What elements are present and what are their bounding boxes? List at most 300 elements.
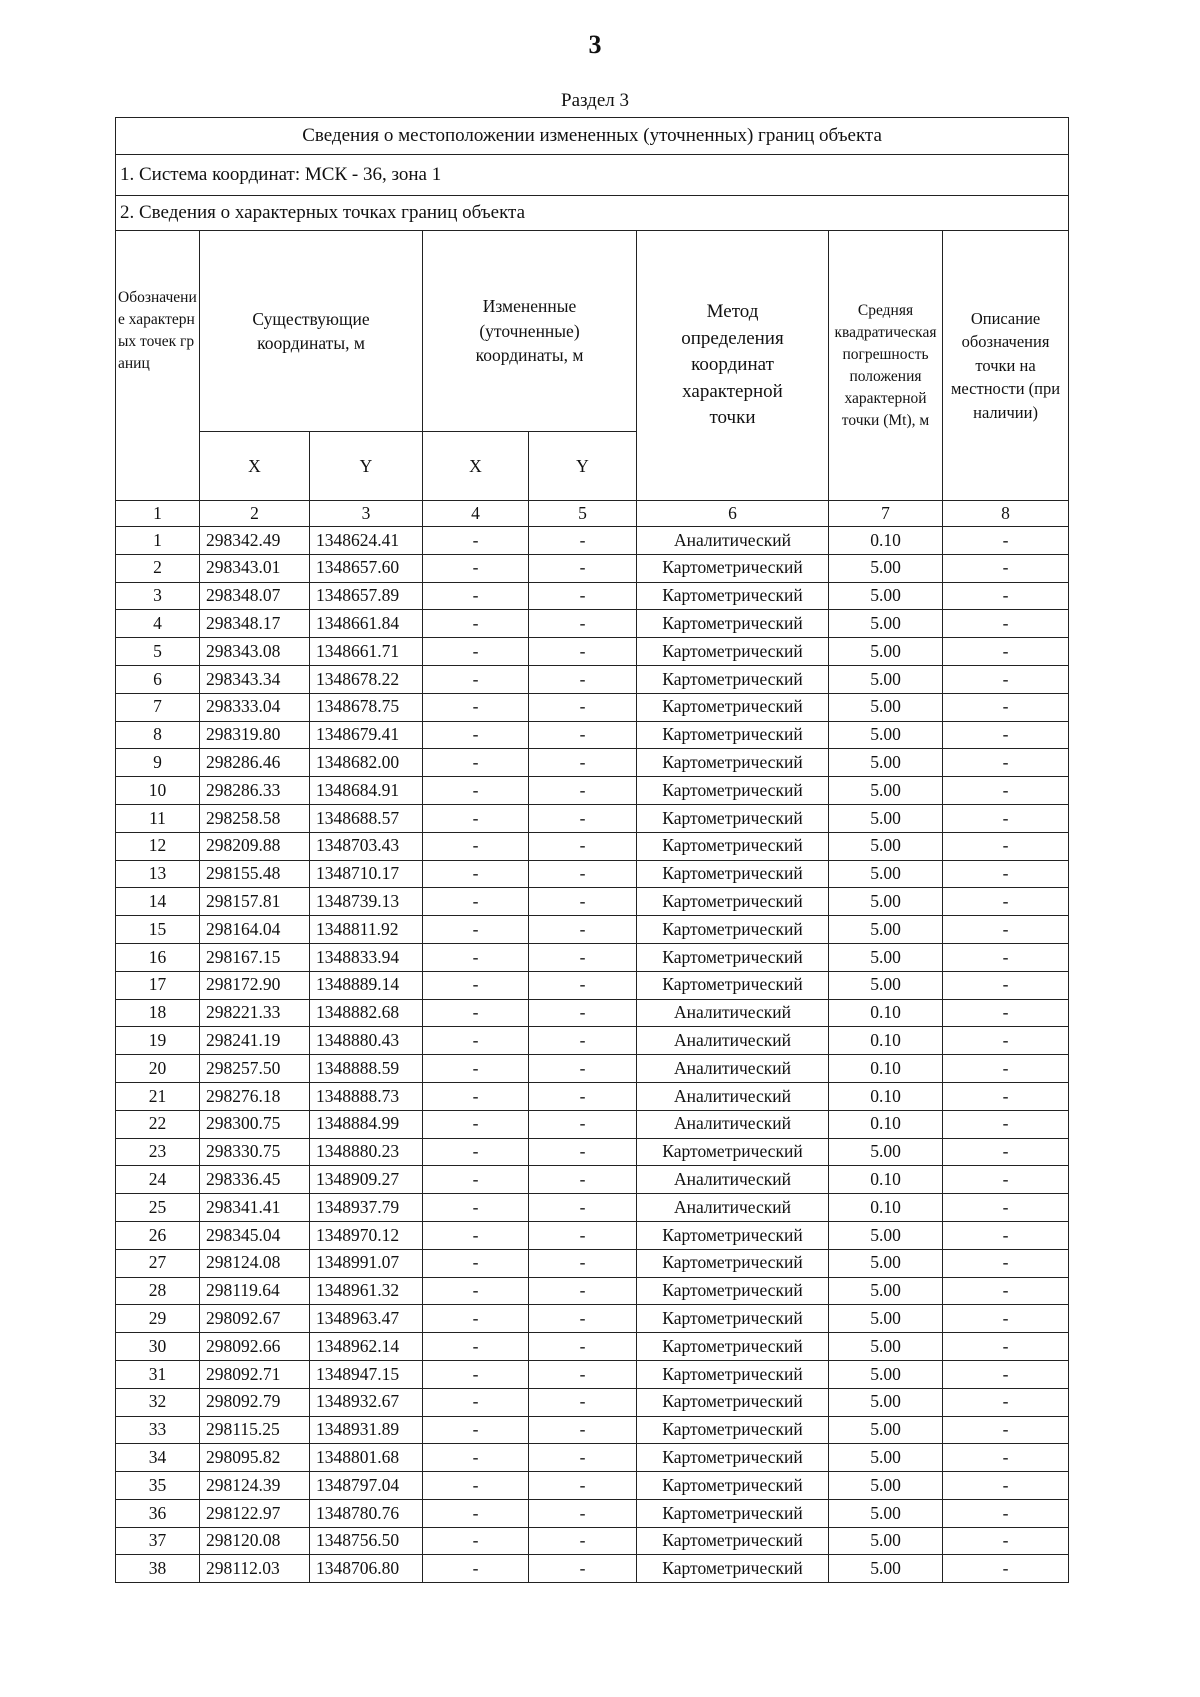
description-cell: -: [943, 1027, 1069, 1055]
point-number-cell: 20: [116, 1055, 200, 1083]
existing-y-cell: 1348679.41: [310, 721, 423, 749]
changed-x-cell: -: [423, 1166, 529, 1194]
changed-y-cell: -: [529, 916, 637, 944]
changed-x-cell: -: [423, 1110, 529, 1138]
changed-x-cell: -: [423, 1221, 529, 1249]
changed-x-cell: -: [423, 665, 529, 693]
existing-y-cell: 1348710.17: [310, 860, 423, 888]
existing-x-cell: 298092.67: [200, 1305, 310, 1333]
description-cell: -: [943, 1499, 1069, 1527]
error-mt-cell: 5.00: [829, 832, 943, 860]
method-cell: Картометрический: [637, 554, 829, 582]
changed-x-cell: -: [423, 554, 529, 582]
changed-y-cell: -: [529, 832, 637, 860]
error-mt-cell: 5.00: [829, 749, 943, 777]
changed-x-cell: -: [423, 1527, 529, 1555]
method-cell: Картометрический: [637, 888, 829, 916]
changed-x-cell: -: [423, 1555, 529, 1583]
error-mt-cell: 5.00: [829, 638, 943, 666]
table-row: [116, 1055, 1069, 1083]
existing-y-cell: 1348947.15: [310, 1360, 423, 1388]
table-row: [116, 971, 1069, 999]
table-row: [116, 1194, 1069, 1222]
changed-x-cell: -: [423, 832, 529, 860]
table-row: [116, 582, 1069, 610]
changed-y-cell: -: [529, 860, 637, 888]
point-number-cell: 14: [116, 888, 200, 916]
existing-y-cell: 1348739.13: [310, 888, 423, 916]
method-cell: Картометрический: [637, 693, 829, 721]
table-row: [116, 749, 1069, 777]
header-existing-coordinates: Существующие координаты, м: [200, 231, 423, 432]
existing-y-cell: 1348657.60: [310, 554, 423, 582]
point-number-cell: 32: [116, 1388, 200, 1416]
error-mt-cell: 5.00: [829, 1221, 943, 1249]
method-cell: Картометрический: [637, 721, 829, 749]
error-mt-cell: 5.00: [829, 693, 943, 721]
point-number-cell: 17: [116, 971, 200, 999]
point-number-cell: 9: [116, 749, 200, 777]
description-cell: -: [943, 721, 1069, 749]
existing-x-cell: 298286.33: [200, 777, 310, 805]
description-cell: -: [943, 638, 1069, 666]
header-existing-y: Y: [310, 432, 423, 501]
method-cell: Картометрический: [637, 582, 829, 610]
point-number-cell: 19: [116, 1027, 200, 1055]
point-number-cell: 5: [116, 638, 200, 666]
existing-y-cell: 1348882.68: [310, 999, 423, 1027]
table-row: [116, 665, 1069, 693]
table-row: [116, 1416, 1069, 1444]
existing-y-cell: 1348682.00: [310, 749, 423, 777]
changed-y-cell: -: [529, 1388, 637, 1416]
existing-y-cell: 1348797.04: [310, 1472, 423, 1500]
table-row: [116, 1499, 1069, 1527]
existing-y-cell: 1348888.73: [310, 1082, 423, 1110]
error-mt-cell: 5.00: [829, 860, 943, 888]
changed-y-cell: -: [529, 527, 637, 555]
description-cell: -: [943, 582, 1069, 610]
changed-x-cell: -: [423, 749, 529, 777]
changed-x-cell: -: [423, 527, 529, 555]
existing-y-cell: 1348937.79: [310, 1194, 423, 1222]
method-cell: Картометрический: [637, 1360, 829, 1388]
existing-x-cell: 298092.79: [200, 1388, 310, 1416]
table-row: [116, 610, 1069, 638]
description-cell: -: [943, 554, 1069, 582]
existing-y-cell: 1348661.84: [310, 610, 423, 638]
error-mt-cell: 0.10: [829, 1194, 943, 1222]
changed-x-cell: -: [423, 1194, 529, 1222]
changed-y-cell: -: [529, 1333, 637, 1361]
changed-x-cell: -: [423, 1082, 529, 1110]
changed-y-cell: -: [529, 1138, 637, 1166]
column-numbers-row: [116, 501, 1069, 527]
existing-y-cell: 1348756.50: [310, 1527, 423, 1555]
method-cell: Картометрический: [637, 832, 829, 860]
table-row: [116, 1221, 1069, 1249]
existing-x-cell: 298300.75: [200, 1110, 310, 1138]
description-cell: -: [943, 665, 1069, 693]
table-row: [116, 527, 1069, 555]
error-mt-cell: 0.10: [829, 1110, 943, 1138]
existing-y-cell: 1348780.76: [310, 1499, 423, 1527]
method-cell: Картометрический: [637, 916, 829, 944]
point-number-cell: 24: [116, 1166, 200, 1194]
error-mt-cell: 0.10: [829, 527, 943, 555]
changed-x-cell: -: [423, 1138, 529, 1166]
table-row: [116, 1138, 1069, 1166]
point-number-cell: 21: [116, 1082, 200, 1110]
error-mt-cell: 5.00: [829, 1555, 943, 1583]
point-number-cell: 18: [116, 999, 200, 1027]
existing-x-cell: 298124.08: [200, 1249, 310, 1277]
changed-y-cell: -: [529, 582, 637, 610]
method-cell: Картометрический: [637, 1277, 829, 1305]
description-cell: -: [943, 1110, 1069, 1138]
error-mt-cell: 5.00: [829, 1138, 943, 1166]
existing-y-cell: 1348801.68: [310, 1444, 423, 1472]
description-cell: -: [943, 1360, 1069, 1388]
method-cell: Картометрический: [637, 804, 829, 832]
description-cell: -: [943, 832, 1069, 860]
changed-x-cell: -: [423, 1360, 529, 1388]
table-row: [116, 1333, 1069, 1361]
changed-x-cell: -: [423, 1249, 529, 1277]
changed-x-cell: -: [423, 1416, 529, 1444]
point-number-cell: 8: [116, 721, 200, 749]
existing-x-cell: 298172.90: [200, 971, 310, 999]
point-number-cell: 34: [116, 1444, 200, 1472]
existing-x-cell: 298258.58: [200, 804, 310, 832]
existing-x-cell: 298119.64: [200, 1277, 310, 1305]
existing-y-cell: 1348706.80: [310, 1555, 423, 1583]
changed-y-cell: -: [529, 1416, 637, 1444]
changed-x-cell: -: [423, 888, 529, 916]
existing-y-cell: 1348811.92: [310, 916, 423, 944]
table-row: [116, 1110, 1069, 1138]
existing-x-cell: 298092.66: [200, 1333, 310, 1361]
error-mt-cell: 5.00: [829, 888, 943, 916]
description-cell: -: [943, 1249, 1069, 1277]
method-cell: Картометрический: [637, 971, 829, 999]
description-cell: -: [943, 1416, 1069, 1444]
method-cell: Картометрический: [637, 1333, 829, 1361]
header-changed-x: X: [423, 432, 529, 501]
header-point-designation: Обозначение характерных точек границ: [116, 231, 200, 501]
description-cell: -: [943, 1472, 1069, 1500]
existing-x-cell: 298286.46: [200, 749, 310, 777]
changed-x-cell: -: [423, 804, 529, 832]
column-number: 4: [423, 501, 529, 527]
existing-x-cell: 298330.75: [200, 1138, 310, 1166]
error-mt-cell: 0.10: [829, 1166, 943, 1194]
existing-x-cell: 298155.48: [200, 860, 310, 888]
table-row: [116, 1277, 1069, 1305]
existing-y-cell: 1348962.14: [310, 1333, 423, 1361]
method-cell: Аналитический: [637, 1055, 829, 1083]
table-row: [116, 1444, 1069, 1472]
changed-x-cell: -: [423, 693, 529, 721]
description-cell: -: [943, 804, 1069, 832]
changed-y-cell: -: [529, 1277, 637, 1305]
existing-y-cell: 1348624.41: [310, 527, 423, 555]
changed-x-cell: -: [423, 971, 529, 999]
table-row: [116, 999, 1069, 1027]
existing-x-cell: 298122.97: [200, 1499, 310, 1527]
description-cell: -: [943, 1555, 1069, 1583]
point-number-cell: 15: [116, 916, 200, 944]
description-cell: -: [943, 1388, 1069, 1416]
description-cell: -: [943, 1138, 1069, 1166]
existing-x-cell: 298115.25: [200, 1416, 310, 1444]
existing-x-cell: 298092.71: [200, 1360, 310, 1388]
changed-x-cell: -: [423, 610, 529, 638]
changed-y-cell: -: [529, 1055, 637, 1083]
existing-x-cell: 298276.18: [200, 1082, 310, 1110]
point-number-cell: 38: [116, 1555, 200, 1583]
changed-y-cell: -: [529, 943, 637, 971]
error-mt-cell: 5.00: [829, 582, 943, 610]
coordinate-system: 1. Система координат: МСК - 36, зона 1: [116, 155, 1069, 196]
method-cell: Картометрический: [637, 665, 829, 693]
description-cell: -: [943, 1277, 1069, 1305]
point-number-cell: 6: [116, 665, 200, 693]
error-mt-cell: 5.00: [829, 1472, 943, 1500]
method-cell: Картометрический: [637, 1138, 829, 1166]
changed-x-cell: -: [423, 860, 529, 888]
changed-y-cell: -: [529, 1444, 637, 1472]
point-number-cell: 11: [116, 804, 200, 832]
point-number-cell: 28: [116, 1277, 200, 1305]
existing-x-cell: 298348.07: [200, 582, 310, 610]
existing-y-cell: 1348888.59: [310, 1055, 423, 1083]
point-number-cell: 37: [116, 1527, 200, 1555]
description-cell: -: [943, 1305, 1069, 1333]
method-cell: Картометрический: [637, 1472, 829, 1500]
method-cell: Аналитический: [637, 1027, 829, 1055]
description-cell: -: [943, 971, 1069, 999]
changed-x-cell: -: [423, 1472, 529, 1500]
method-cell: Картометрический: [637, 1499, 829, 1527]
existing-x-cell: 298343.01: [200, 554, 310, 582]
description-cell: -: [943, 1333, 1069, 1361]
existing-y-cell: 1348889.14: [310, 971, 423, 999]
existing-x-cell: 298319.80: [200, 721, 310, 749]
method-cell: Картометрический: [637, 1305, 829, 1333]
existing-y-cell: 1348970.12: [310, 1221, 423, 1249]
table-row: [116, 1305, 1069, 1333]
changed-y-cell: -: [529, 1110, 637, 1138]
table-row: [116, 860, 1069, 888]
changed-y-cell: -: [529, 721, 637, 749]
point-number-cell: 25: [116, 1194, 200, 1222]
existing-y-cell: 1348684.91: [310, 777, 423, 805]
description-cell: -: [943, 860, 1069, 888]
existing-x-cell: 298336.45: [200, 1166, 310, 1194]
table-row: [116, 721, 1069, 749]
point-number-cell: 30: [116, 1333, 200, 1361]
error-mt-cell: 5.00: [829, 1333, 943, 1361]
existing-y-cell: 1348884.99: [310, 1110, 423, 1138]
point-number-cell: 12: [116, 832, 200, 860]
existing-y-cell: 1348961.32: [310, 1277, 423, 1305]
existing-x-cell: 298241.19: [200, 1027, 310, 1055]
description-cell: -: [943, 693, 1069, 721]
description-cell: -: [943, 1221, 1069, 1249]
existing-x-cell: 298209.88: [200, 832, 310, 860]
column-number: 5: [529, 501, 637, 527]
method-cell: Картометрический: [637, 1416, 829, 1444]
description-cell: -: [943, 1166, 1069, 1194]
existing-y-cell: 1348678.75: [310, 693, 423, 721]
table-row: [116, 1166, 1069, 1194]
changed-y-cell: -: [529, 1305, 637, 1333]
column-number: 7: [829, 501, 943, 527]
point-number-cell: 10: [116, 777, 200, 805]
method-cell: Картометрический: [637, 1388, 829, 1416]
method-cell: Картометрический: [637, 777, 829, 805]
changed-x-cell: -: [423, 1305, 529, 1333]
point-number-cell: 29: [116, 1305, 200, 1333]
changed-x-cell: -: [423, 916, 529, 944]
method-cell: Картометрический: [637, 943, 829, 971]
description-cell: -: [943, 943, 1069, 971]
existing-x-cell: 298120.08: [200, 1527, 310, 1555]
existing-y-cell: 1348932.67: [310, 1388, 423, 1416]
changed-y-cell: -: [529, 1472, 637, 1500]
point-number-cell: 16: [116, 943, 200, 971]
table-row: [116, 804, 1069, 832]
existing-x-cell: 298221.33: [200, 999, 310, 1027]
error-mt-cell: 5.00: [829, 1277, 943, 1305]
existing-x-cell: 298167.15: [200, 943, 310, 971]
changed-y-cell: -: [529, 638, 637, 666]
error-mt-cell: 0.10: [829, 1055, 943, 1083]
header-existing-x: X: [200, 432, 310, 501]
point-number-cell: 4: [116, 610, 200, 638]
table-row: [116, 777, 1069, 805]
existing-x-cell: 298341.41: [200, 1194, 310, 1222]
changed-y-cell: -: [529, 777, 637, 805]
error-mt-cell: 5.00: [829, 1388, 943, 1416]
description-cell: -: [943, 1527, 1069, 1555]
existing-x-cell: 298157.81: [200, 888, 310, 916]
changed-y-cell: -: [529, 665, 637, 693]
existing-x-cell: 298124.39: [200, 1472, 310, 1500]
description-cell: -: [943, 527, 1069, 555]
method-cell: Аналитический: [637, 1110, 829, 1138]
changed-y-cell: -: [529, 999, 637, 1027]
method-cell: Картометрический: [637, 749, 829, 777]
method-cell: Аналитический: [637, 1194, 829, 1222]
error-mt-cell: 5.00: [829, 804, 943, 832]
column-number: 6: [637, 501, 829, 527]
error-mt-cell: 5.00: [829, 1249, 943, 1277]
table-row: [116, 1082, 1069, 1110]
changed-y-cell: -: [529, 1499, 637, 1527]
table-row: [116, 888, 1069, 916]
point-number-cell: 2: [116, 554, 200, 582]
table-row: [116, 1472, 1069, 1500]
point-number-cell: 35: [116, 1472, 200, 1500]
changed-y-cell: -: [529, 1166, 637, 1194]
error-mt-cell: 5.00: [829, 1499, 943, 1527]
existing-x-cell: 298343.34: [200, 665, 310, 693]
existing-x-cell: 298348.17: [200, 610, 310, 638]
error-mt-cell: 0.10: [829, 1082, 943, 1110]
changed-y-cell: -: [529, 610, 637, 638]
point-number-cell: 13: [116, 860, 200, 888]
existing-y-cell: 1348678.22: [310, 665, 423, 693]
existing-y-cell: 1348963.47: [310, 1305, 423, 1333]
error-mt-cell: 5.00: [829, 554, 943, 582]
changed-y-cell: -: [529, 1249, 637, 1277]
table-row: [116, 1027, 1069, 1055]
table-row: [116, 1555, 1069, 1583]
existing-y-cell: 1348703.43: [310, 832, 423, 860]
changed-y-cell: -: [529, 749, 637, 777]
point-number-cell: 27: [116, 1249, 200, 1277]
description-cell: -: [943, 1082, 1069, 1110]
table-row: [116, 943, 1069, 971]
changed-x-cell: -: [423, 582, 529, 610]
changed-y-cell: -: [529, 1555, 637, 1583]
existing-x-cell: 298333.04: [200, 693, 310, 721]
changed-y-cell: -: [529, 1360, 637, 1388]
existing-y-cell: 1348833.94: [310, 943, 423, 971]
changed-x-cell: -: [423, 1027, 529, 1055]
method-cell: Аналитический: [637, 999, 829, 1027]
existing-y-cell: 1348991.07: [310, 1249, 423, 1277]
changed-y-cell: -: [529, 804, 637, 832]
changed-x-cell: -: [423, 638, 529, 666]
error-mt-cell: 5.00: [829, 916, 943, 944]
changed-x-cell: -: [423, 999, 529, 1027]
changed-y-cell: -: [529, 1527, 637, 1555]
description-cell: -: [943, 749, 1069, 777]
table-row: [116, 638, 1069, 666]
point-number-cell: 23: [116, 1138, 200, 1166]
changed-x-cell: -: [423, 1277, 529, 1305]
header-description: Описание обозначения точки на местности (при наличии): [943, 231, 1069, 501]
boundary-points-table: [115, 117, 1069, 1583]
existing-x-cell: 298342.49: [200, 527, 310, 555]
description-cell: -: [943, 888, 1069, 916]
existing-x-cell: 298164.04: [200, 916, 310, 944]
method-cell: Картометрический: [637, 1444, 829, 1472]
table-row: [116, 1527, 1069, 1555]
error-mt-cell: 5.00: [829, 721, 943, 749]
error-mt-cell: 5.00: [829, 1527, 943, 1555]
changed-y-cell: -: [529, 1027, 637, 1055]
method-cell: Картометрический: [637, 1527, 829, 1555]
table-row: [116, 1360, 1069, 1388]
changed-x-cell: -: [423, 1055, 529, 1083]
method-cell: Аналитический: [637, 527, 829, 555]
point-number-cell: 36: [116, 1499, 200, 1527]
changed-y-cell: -: [529, 1194, 637, 1222]
method-cell: Картометрический: [637, 610, 829, 638]
table-row: [116, 554, 1069, 582]
changed-x-cell: -: [423, 943, 529, 971]
method-cell: Картометрический: [637, 1555, 829, 1583]
column-number: 1: [116, 501, 200, 527]
changed-x-cell: -: [423, 1499, 529, 1527]
existing-y-cell: 1348909.27: [310, 1166, 423, 1194]
method-cell: Картометрический: [637, 1249, 829, 1277]
changed-x-cell: -: [423, 1388, 529, 1416]
